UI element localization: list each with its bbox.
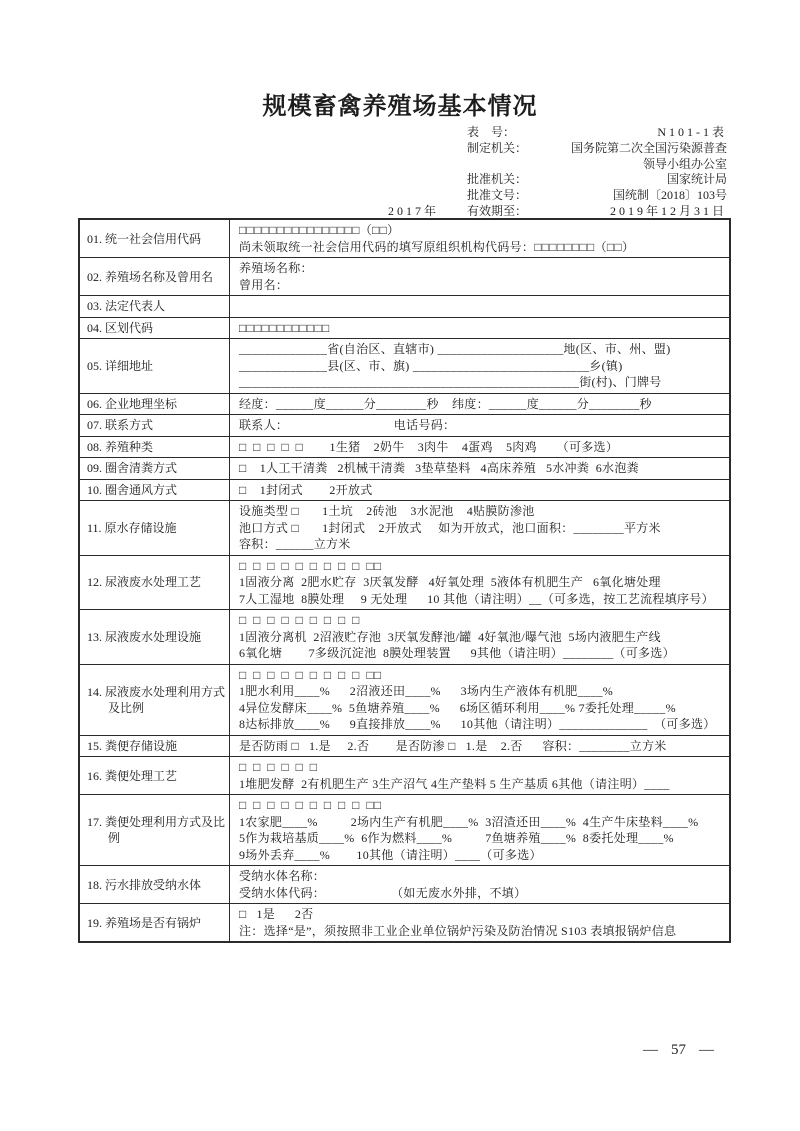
form-header-meta (78, 123, 727, 218)
meta-label: 批准文号： (467, 188, 528, 203)
row-label: 19. 养殖场是否有锅炉 (80, 904, 230, 941)
row-content (230, 866, 729, 903)
content-line: 1堆肥发酵 2有机肥生产 3生产沼气 4生产垫料 5 生产基质 6其他（请注明）____ (239, 776, 670, 791)
row-content (230, 736, 729, 757)
content-line: □□□□□□□□□□□□ (239, 320, 330, 335)
meta-line-issuing-agency-cont (78, 155, 727, 171)
meta-year: 2017年 (387, 203, 439, 218)
meta-label: 表 号： (467, 125, 516, 139)
meta-line-approval-number (78, 186, 727, 202)
row-content (230, 437, 729, 458)
content-line: □□□□□□□□□□□□□□□□（□□） (239, 223, 400, 237)
meta-value: 国务院第二次全国污染源普查 (570, 140, 727, 155)
row-label: 04. 区划代码 (80, 318, 230, 339)
form-row-16-manure-process (80, 756, 729, 794)
row-label: 02. 养殖场名称及曾用名 (80, 258, 230, 295)
row-content (230, 220, 729, 257)
form-row-15-manure-storage (80, 735, 729, 757)
content-line: 池口方式 □ 1封闭式 2开放式 如为开放式，池口面积：________平方米 (239, 520, 661, 535)
row-label: 03. 法定代表人 (80, 296, 230, 317)
form-row-12-wastewater-process (80, 555, 729, 610)
meta-label: 有效期至： (467, 203, 528, 218)
content-line: 注：选择“是”，须按照非工业企业单位锅炉污染及防治情况 S103 表填报锅炉信息 (239, 923, 677, 938)
row-content (230, 904, 729, 941)
page-footer (643, 1042, 714, 1059)
content-line: ______________县(区、市、旗) ____________________________乡(镇) (239, 358, 623, 373)
form-row-14-wastewater-utilization (80, 664, 729, 735)
meta-value: 国统制〔2018〕103号 (612, 188, 727, 203)
row-label: 12. 尿液废水处理工艺 (80, 556, 230, 610)
form-row-07-contact (80, 414, 729, 436)
content-line: 6氧化塘 7多级沉淀池 8膜处理装置 9其他（请注明）________（可多选） (239, 646, 675, 660)
form-row-06-geo-coordinates (80, 393, 729, 415)
row-content (230, 480, 729, 501)
row-label: 05. 详细地址 (80, 339, 230, 393)
row-content (230, 258, 729, 295)
form-table (78, 218, 731, 943)
content-line: □ □ □ □ □ □ □ □ □ □□ (239, 558, 382, 573)
row-content (230, 556, 729, 610)
content-line: 7人工湿地 8膜处理 9 无处理 10 其他（请注明）__（可多选，按工艺流程填序号） (239, 591, 714, 606)
row-label: 15. 粪便存储设施 (80, 736, 230, 757)
form-row-10-ventilation (80, 479, 729, 501)
content-line: 尚未领取统一社会信用代码的填写原组织机构代码号：□□□□□□□□（□□） (239, 239, 635, 254)
form-row-05-address (80, 338, 729, 393)
meta-line-issuing-agency (78, 139, 727, 155)
row-label: 09. 圈舍清粪方式 (80, 458, 230, 479)
row-content (230, 610, 729, 664)
content-line: ______________________________________________________街(村)、门牌号 (239, 375, 662, 389)
content-line: □ 1人工干清粪 2机械干清粪 3垫草垫料 4高床养殖 5水冲粪 6水泡粪 (239, 461, 639, 475)
content-line: 4异位发酵床____% 5鱼塘养殖____% 6场区循环利用____% 7委托处理_____% (239, 700, 676, 715)
content-line: □ □ □ □ □ □ □ □ □ □□ (239, 667, 382, 682)
form-row-08-livestock-type (80, 436, 729, 458)
form-row-13-wastewater-facility (80, 609, 729, 664)
content-line: ______________省(自治区、直辖市) ____________________地(区、市、州、盟) (239, 342, 671, 356)
row-content (230, 394, 729, 415)
row-label: 11. 原水存储设施 (80, 501, 230, 555)
row-label: 01. 统一社会信用代码 (80, 220, 230, 257)
row-label: 06. 企业地理坐标 (80, 394, 230, 415)
content-line: 1固液分离机 2沼液贮存池 3厌氧发酵池/罐 4好氧池/曝气池 5场内液肥生产线 (239, 629, 661, 644)
form-row-03-legal-representative (80, 295, 729, 317)
meta-value: 2019年12月31日 (609, 203, 727, 218)
form-row-11-raw-water-storage (80, 500, 729, 555)
row-content (230, 458, 729, 479)
row-content (230, 501, 729, 555)
meta-value: 国家统计局 (666, 172, 727, 187)
row-content (230, 795, 729, 865)
content-line: 曾用名： (239, 277, 289, 292)
row-content (230, 415, 729, 436)
row-content (230, 665, 729, 735)
row-label: 14. 尿液废水处理利用方式及比例 (80, 665, 230, 735)
row-label: 08. 养殖种类 (80, 437, 230, 458)
form-row-02-farm-name (80, 257, 729, 295)
form-row-09-manure-cleaning (80, 457, 729, 479)
content-line: 联系人： 电话号码： (239, 418, 456, 432)
content-line: 5作为栽培基质____% 6作为燃料____% 7鱼塘养殖____% 8委托处理____% (239, 831, 674, 845)
footer-dash: — (699, 1042, 714, 1058)
content-line: 设施类型 □ 1土坑 2砖池 3水泥池 4贴膜防渗池 (239, 504, 535, 518)
form-row-18-receiving-water (80, 865, 729, 903)
meta-label: 批准机关： (467, 172, 528, 187)
content-line: 养殖场名称： (239, 261, 313, 275)
row-label: 13. 尿液废水处理设施 (80, 610, 230, 664)
row-content (230, 296, 729, 317)
row-content (230, 318, 729, 339)
content-line: 1肥水利用____% 2沼液还田____% 3场内生产液体有机肥____% (239, 684, 614, 698)
content-line (239, 298, 723, 315)
content-line: 受纳水体代码： （如无废水外排，不填） (239, 885, 527, 900)
content-line: 受纳水体名称： (239, 869, 326, 883)
content-line: 经度：______度______分________秒 纬度：______度______分________秒 (239, 396, 652, 411)
content-line: 是否防雨 □ 1.是 2.否 是否防渗 □ 1.是 2.否 容积：________立方米 (239, 738, 667, 753)
content-line: 1固液分离 2肥水贮存 3厌氧发酵 4好氧处理 5液体有机肥生产 6氧化塘处理 (239, 575, 661, 589)
page-number: 57 (671, 1042, 686, 1058)
content-line: 9场外丢弃____% 10其他（请注明）____（可多选） (239, 847, 542, 862)
row-label: 07. 联系方式 (80, 415, 230, 436)
meta-line-table-number (78, 123, 727, 139)
form-row-01-credit-code (80, 220, 729, 257)
row-label: 10. 圈舍通风方式 (80, 480, 230, 501)
row-label: 17. 粪便处理利用方式及比例 (80, 795, 230, 865)
row-label: 18. 污水排放受纳水体 (80, 866, 230, 903)
row-label: 16. 粪便处理工艺 (80, 757, 230, 794)
form-row-04-district-code (80, 317, 729, 339)
footer-dash: — (643, 1042, 658, 1058)
content-line: □ 1是 2否 (239, 907, 314, 921)
content-line: □ □ □ □ □ □ (239, 760, 318, 774)
meta-line-approving-agency (78, 170, 727, 186)
row-content (230, 339, 729, 393)
content-line: □ □ □ □ □ □ □ □ □ □□ (239, 798, 382, 812)
form-row-19-boiler (80, 903, 729, 941)
content-line: 8达标排放____% 9直接排放____% 10其他（请注明）______________ （可多选） (239, 717, 716, 731)
meta-value: 领导小组办公室 (642, 156, 727, 171)
row-content (230, 757, 729, 794)
meta-value: N101-1表 (657, 125, 727, 139)
content-line: 容积：______立方米 (239, 537, 351, 551)
form-row-17-manure-utilization (80, 794, 729, 865)
meta-label: 制定机关： (467, 140, 528, 155)
content-line: 1农家肥____% 2场内生产有机肥____% 3沼渣还田____% 4生产牛床垫料____% (239, 814, 699, 829)
meta-line-validity (78, 202, 727, 218)
page-title: 规模畜禽养殖场基本情况 (262, 94, 538, 120)
content-line: □ □ □ □ □ □ □ □ □ (239, 613, 360, 627)
content-line: □ 1封闭式 2开放式 (239, 482, 373, 497)
content-line: □ □ □ □ □ 1生猪 2奶牛 3肉牛 4蛋鸡 5肉鸡 （可多选） (239, 439, 619, 454)
